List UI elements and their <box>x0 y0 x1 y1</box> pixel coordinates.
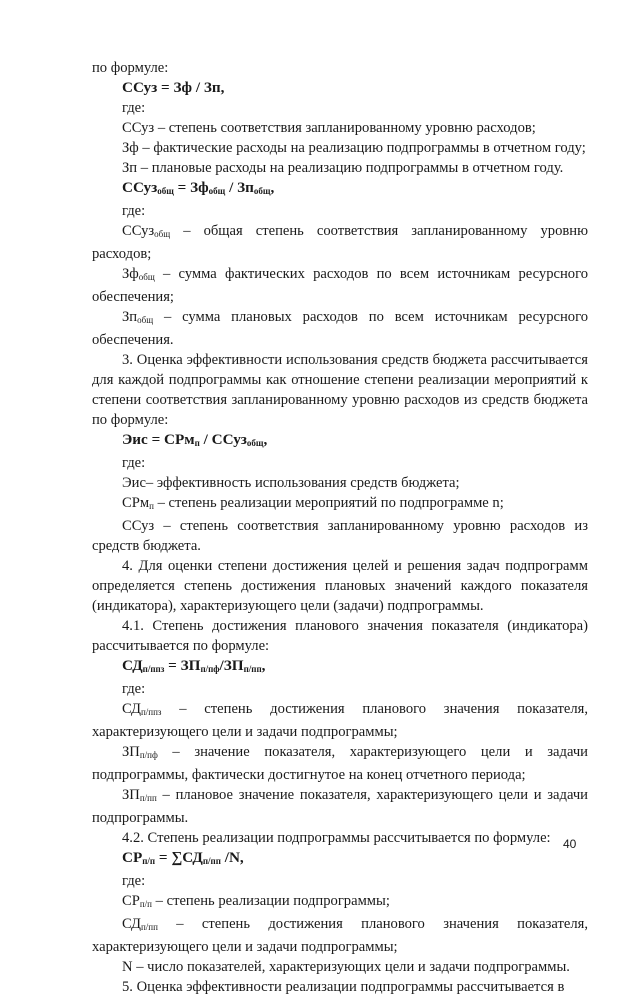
term-symbol: ССуз <box>122 223 155 239</box>
formula-subscript: п <box>194 438 200 448</box>
term-definition: – общая степень соответствия запланированному уровню расходов; <box>92 223 588 262</box>
term-symbol: Зф <box>122 266 139 282</box>
term-definition: – сумма плановых расходов по всем источникам ресурсного обеспечения. <box>92 309 588 348</box>
term-subscript: п/пп <box>140 922 158 932</box>
definition-paragraph <box>92 914 588 957</box>
formula-subscript: п/пп <box>243 664 262 674</box>
term-subscript: общ <box>138 272 155 282</box>
paragraph: 4.1. Степень достижения планового значения показателя (индикатора) рассчитывается по формуле: <box>92 618 588 654</box>
formula-subscript: общ <box>208 186 226 196</box>
formula <box>92 430 588 453</box>
term-subscript: п <box>149 501 154 511</box>
paragraph: где: <box>122 203 146 219</box>
paragraph: где: <box>122 100 146 116</box>
definition-paragraph <box>92 891 588 914</box>
term-symbol: Зп <box>122 309 138 325</box>
definition-paragraph <box>92 699 588 742</box>
term-definition: – степень реализации мероприятий по подпрограмме n; <box>153 495 504 511</box>
page-number: 40 <box>563 837 577 851</box>
formula-subscript: п/п <box>142 856 156 866</box>
paragraph: 3. Оценка эффективности использования средств бюджета рассчитывается для каждой подпрограммы как отношение степени реализации мероприятий к степени соответствия запланированному уровню расходов из средств бюджета по формуле: <box>92 352 588 428</box>
paragraph: Зп – плановые расходы на реализацию подпрограммы в отчетном году. <box>122 160 564 176</box>
formula <box>92 178 588 201</box>
term-definition: – плановое значение показателя, характеризующего цели и задачи подпрограммы. <box>92 787 588 826</box>
formula-part: / ССуз <box>199 431 247 448</box>
paragraph: ССуз – степень соответствия запланированному уровню расходов; <box>122 120 536 136</box>
formula-part: = ∑СД <box>155 849 203 866</box>
formula <box>92 78 588 98</box>
paragraph: где: <box>122 873 146 889</box>
term-symbol: ЗП <box>122 787 140 803</box>
term-symbol: СД <box>122 916 141 932</box>
definition-paragraph <box>92 785 588 828</box>
paragraph: где: <box>122 455 146 471</box>
formula-part: = Зф <box>173 179 209 196</box>
formula-part: СР <box>122 849 143 866</box>
definition-paragraph <box>92 493 588 516</box>
term-subscript: п/п <box>139 899 152 909</box>
term-subscript: п/пф <box>139 750 158 760</box>
term-definition: – сумма фактических расходов по всем источникам ресурсного обеспечения; <box>92 266 588 305</box>
term-subscript: общ <box>137 315 154 325</box>
formula-part: = ЗП <box>164 657 201 674</box>
term-subscript: п/ппз <box>140 707 162 717</box>
definition-paragraph <box>92 307 588 350</box>
formula-part: , <box>270 179 275 196</box>
formula <box>92 656 588 679</box>
formula-subscript: общ <box>246 438 264 448</box>
formula-part: / Зп <box>225 179 254 196</box>
formula-part: ССуз = Зф / Зп, <box>122 79 225 96</box>
formula-part: , <box>261 657 266 674</box>
paragraph: Эис– эффективность использования средств бюджета; <box>122 475 460 491</box>
term-definition: – степень реализации подпрограммы; <box>152 893 390 909</box>
formula <box>92 848 588 871</box>
definition-paragraph <box>92 221 588 264</box>
paragraph: ССуз – степень соответствия запланированному уровню расходов из средств бюджета. <box>92 518 588 554</box>
formula-part: /N, <box>220 849 244 866</box>
term-symbol: СД <box>122 701 141 717</box>
formula-subscript: п/пф <box>200 664 220 674</box>
formula-part: СД <box>122 657 143 674</box>
formula-subscript: п/пп <box>202 856 221 866</box>
term-subscript: общ <box>154 229 171 239</box>
formula-subscript: общ <box>253 186 271 196</box>
paragraph: где: <box>122 681 146 697</box>
paragraph: по формуле: <box>92 60 169 76</box>
definition-paragraph <box>92 264 588 307</box>
term-symbol: СР <box>122 893 140 909</box>
paragraph: 4.2. Степень реализации подпрограммы рассчитывается по формуле: <box>122 830 551 846</box>
term-symbol: ЗП <box>122 744 140 760</box>
term-definition: – степень достижения планового значения показателя, характеризующего цели и задачи подпрограммы; <box>92 916 588 955</box>
formula-subscript: общ <box>157 186 174 196</box>
formula-part: /ЗП <box>219 657 244 674</box>
paragraph: 5. Оценка эффективности реализации подпрограммы рассчитывается в <box>122 979 565 995</box>
formula-part: Эис = СРм <box>122 431 195 448</box>
term-subscript: п/пп <box>139 793 157 803</box>
definition-paragraph <box>92 742 588 785</box>
formula-part: , <box>263 431 268 448</box>
paragraph: N – число показателей, характеризующих цели и задачи подпрограммы. <box>122 959 570 975</box>
term-symbol: СРм <box>122 495 150 511</box>
term-definition: – степень достижения планового значения показателя, характеризующего цели и задачи подпрограммы; <box>92 701 588 740</box>
formula-subscript: п/ппз <box>142 664 165 674</box>
term-definition: – значение показателя, характеризующего цели и задачи подпрограммы, фактически достигнутое на конец отчетного периода; <box>92 744 588 783</box>
page-text <box>92 58 588 997</box>
paragraph: Зф – фактические расходы на реализацию подпрограммы в отчетном году; <box>122 140 586 156</box>
paragraph: 4. Для оценки степени достижения целей и решения задач подпрограмм определяется степень достижения плановых значений каждого показателя (индикатора), характеризующего цели (задачи) подпрограммы. <box>92 558 588 614</box>
formula-part: ССуз <box>122 179 158 196</box>
